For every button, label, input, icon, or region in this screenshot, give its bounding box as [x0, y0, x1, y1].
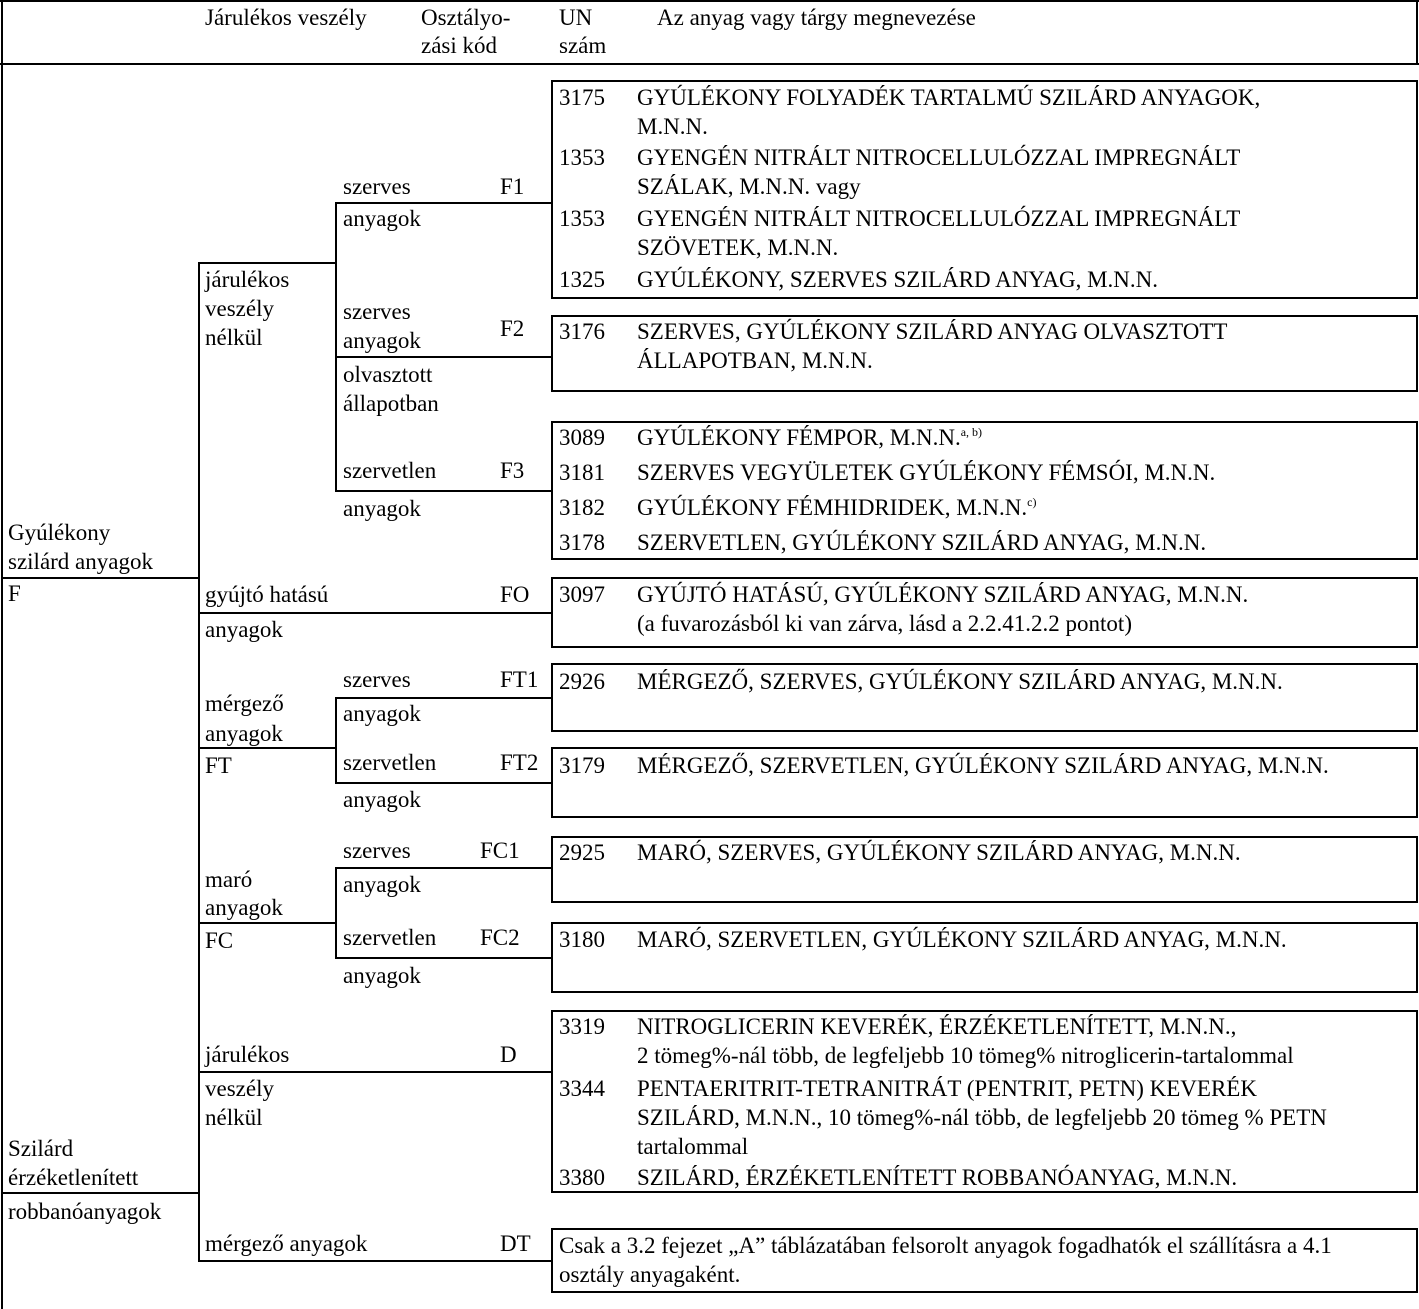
tree-line [335, 867, 552, 869]
branch-label: szervetlen [343, 750, 437, 775]
class-code-ft2: FT2 [500, 750, 539, 775]
tree-line [335, 697, 337, 784]
substance-name: GYÚJTÓ HATÁSÚ, GYÚLÉKONY SZILÁRD ANYAG, M.N.N. [637, 582, 1249, 607]
branch-label: anyagok [343, 701, 421, 726]
footnote-ref: c) [1027, 495, 1037, 509]
branch-label: szervetlen [343, 925, 437, 950]
subgroup-label: járulékos [205, 267, 290, 292]
header-bottom-border [0, 63, 1419, 65]
header-top-border [0, 0, 1419, 2]
un-number: 3319 [559, 1014, 605, 1039]
un-number: 1353 [559, 145, 605, 170]
branch-label: szerves [343, 174, 411, 199]
tree-line [198, 1260, 552, 1262]
tree-line [1, 577, 199, 579]
class-code-d: D [500, 1042, 517, 1067]
subgroup-label: járulékos [205, 1042, 290, 1067]
footnote-ref: a, b) [960, 425, 983, 439]
branch-label: szerves [343, 838, 411, 863]
substance-name: MARÓ, SZERVETLEN, GYÚLÉKONY SZILÁRD ANYAG, M.N.N. [637, 927, 1287, 952]
header-right-border [1416, 0, 1418, 64]
substance-name: SZERVES VEGYÜLETEK GYÚLÉKONY FÉMSÓI, M.N.N. [637, 460, 1216, 485]
class-code-fo: FO [500, 582, 530, 607]
un-number: 3182 [559, 495, 605, 520]
substance-name [637, 425, 982, 451]
subgroup-label: anyagok [205, 721, 283, 746]
substance-name: M.N.N. [637, 114, 708, 139]
subgroup-label: nélkül [205, 1105, 263, 1130]
branch-label: anyagok [343, 787, 421, 812]
class-code-f2: F2 [500, 316, 525, 341]
group-label-flammable: Gyúlékony [8, 520, 111, 545]
un-number: 3344 [559, 1076, 605, 1101]
branch-label: szervetlen [343, 458, 437, 483]
un-number: 3180 [559, 927, 605, 952]
tree-line [335, 202, 552, 204]
subgroup-label: anyagok [205, 895, 283, 920]
un-number: 1325 [559, 267, 605, 292]
header-substance-name: Az anyag vagy tárgy megnevezése [657, 5, 976, 30]
substance-name: NITROGLICERIN KEVERÉK, ÉRZÉKETLENÍTETT, M.N.N., [637, 1014, 1237, 1039]
header-un-number: szám [559, 33, 607, 58]
tree-line [335, 957, 552, 959]
un-number: 2925 [559, 840, 605, 865]
tree-line [198, 1071, 552, 1073]
header-un-number: UN [559, 5, 593, 30]
dt-note: osztály anyagaként. [559, 1262, 741, 1287]
group-label-flammable: szilárd anyagok [8, 549, 153, 574]
substance-name: SZILÁRD, M.N.N., 10 tömeg%-nál több, de legfeljebb 20 tömeg % PETN [637, 1105, 1327, 1130]
un-number: 3178 [559, 530, 605, 555]
class-code-f3: F3 [500, 458, 525, 483]
un-number: 3089 [559, 425, 605, 450]
substance-name [637, 495, 1036, 521]
header-subsidiary-hazard: Járulékos veszély [205, 5, 367, 30]
tree-line [335, 697, 552, 699]
group-code-f: F [8, 581, 21, 606]
subgroup-code-ft: FT [205, 753, 232, 778]
branch-label: szerves [343, 299, 411, 324]
un-number: 3181 [559, 460, 605, 485]
subgroup-label: gyújtó hatású [205, 582, 329, 607]
substance-name: MÉRGEZŐ, SZERVETLEN, GYÚLÉKONY SZILÁRD ANYAG, M.N.N. [637, 753, 1329, 778]
substance-name: SZILÁRD, ÉRZÉKETLENÍTETT ROBBANÓANYAG, M.N.N. [637, 1165, 1238, 1190]
branch-label: állapotban [343, 391, 439, 416]
substance-name-text: GYÚLÉKONY FÉMHIDRIDEK, M.N.N. [637, 495, 1028, 520]
substance-name: 2 tömeg%-nál több, de legfeljebb 10 tömeg% nitroglicerin-tartalommal [637, 1043, 1294, 1068]
group-label-desensitized: érzéketlenített [8, 1165, 139, 1190]
substance-name: SZÖVETEK, M.N.N. [637, 235, 839, 260]
branch-label: anyagok [343, 328, 421, 353]
header-class-code: zási kód [421, 33, 498, 58]
tree-line [198, 262, 200, 1262]
un-number: 2926 [559, 669, 605, 694]
un-number: 3380 [559, 1165, 605, 1190]
subgroup-label: veszély [205, 1076, 274, 1101]
tree-line [198, 612, 552, 614]
subgroup-label: anyagok [205, 617, 283, 642]
subgroup-label: nélkül [205, 325, 263, 350]
tree-line [198, 747, 336, 749]
branch-label: anyagok [343, 496, 421, 521]
subgroup-label: maró [205, 867, 253, 892]
class-code-fc1: FC1 [480, 838, 520, 863]
un-number: 1353 [559, 206, 605, 231]
branch-label: szerves [343, 667, 411, 692]
un-number: 3176 [559, 319, 605, 344]
substance-name-text: GYÚLÉKONY FÉMPOR, M.N.N. [637, 425, 961, 450]
class-code-ft1: FT1 [500, 667, 539, 692]
branch-label: anyagok [343, 872, 421, 897]
substance-name: SZERVETLEN, GYÚLÉKONY SZILÁRD ANYAG, M.N.N. [637, 530, 1207, 555]
tree-line [198, 922, 336, 924]
un-number: 3175 [559, 85, 605, 110]
left-border [1, 0, 3, 1309]
tree-line [1, 1192, 199, 1194]
tree-line [335, 867, 337, 959]
class-code-f1: F1 [500, 174, 525, 199]
subgroup-label: veszély [205, 296, 274, 321]
class-code-fc2: FC2 [480, 925, 520, 950]
tree-line [335, 490, 552, 492]
substance-name: MARÓ, SZERVES, GYÚLÉKONY SZILÁRD ANYAG, M.N.N. [637, 840, 1241, 865]
substance-name: PENTAERITRIT-TETRANITRÁT (PENTRIT, PETN) KEVERÉK [637, 1076, 1257, 1101]
un-number: 3179 [559, 753, 605, 778]
tree-line [198, 262, 336, 264]
tree-line [335, 356, 552, 358]
substance-name: (a fuvarozásból ki van zárva, lásd a 2.2.41.2.2 pontot) [637, 611, 1132, 636]
un-number: 3097 [559, 582, 605, 607]
substance-name: ÁLLAPOTBAN, M.N.N. [637, 348, 873, 373]
dt-note: Csak a 3.2 fejezet „A” táblázatában felsorolt anyagok fogadhatók el szállításra a 4.1 [559, 1233, 1332, 1258]
subgroup-code-fc: FC [205, 928, 234, 953]
substance-name: MÉRGEZŐ, SZERVES, GYÚLÉKONY SZILÁRD ANYAG, M.N.N. [637, 669, 1283, 694]
group-label-desensitized: Szilárd [8, 1136, 74, 1161]
substance-name: GYENGÉN NITRÁLT NITROCELLULÓZZAL IMPREGNÁLT [637, 145, 1241, 170]
group-label-desensitized: robbanóanyagok [8, 1199, 162, 1224]
tree-line [335, 202, 337, 492]
branch-label: anyagok [343, 963, 421, 988]
subgroup-label: mérgező [205, 691, 284, 716]
header-class-code: Osztályo- [421, 5, 511, 30]
substance-name: tartalommal [637, 1134, 749, 1159]
substance-name: SZERVES, GYÚLÉKONY SZILÁRD ANYAG OLVASZTOTT [637, 319, 1228, 344]
branch-label: olvasztott [343, 362, 433, 387]
branch-label: anyagok [343, 206, 421, 231]
substance-name: GYÚLÉKONY, SZERVES SZILÁRD ANYAG, M.N.N. [637, 267, 1159, 292]
substance-name: SZÁLAK, M.N.N. vagy [637, 174, 861, 199]
substance-name: GYENGÉN NITRÁLT NITROCELLULÓZZAL IMPREGNÁLT [637, 206, 1241, 231]
tree-line [335, 782, 552, 784]
class-code-dt: DT [500, 1231, 531, 1256]
subgroup-label: mérgező anyagok [205, 1231, 368, 1256]
substance-name: GYÚLÉKONY FOLYADÉK TARTALMÚ SZILÁRD ANYAGOK, [637, 85, 1261, 110]
